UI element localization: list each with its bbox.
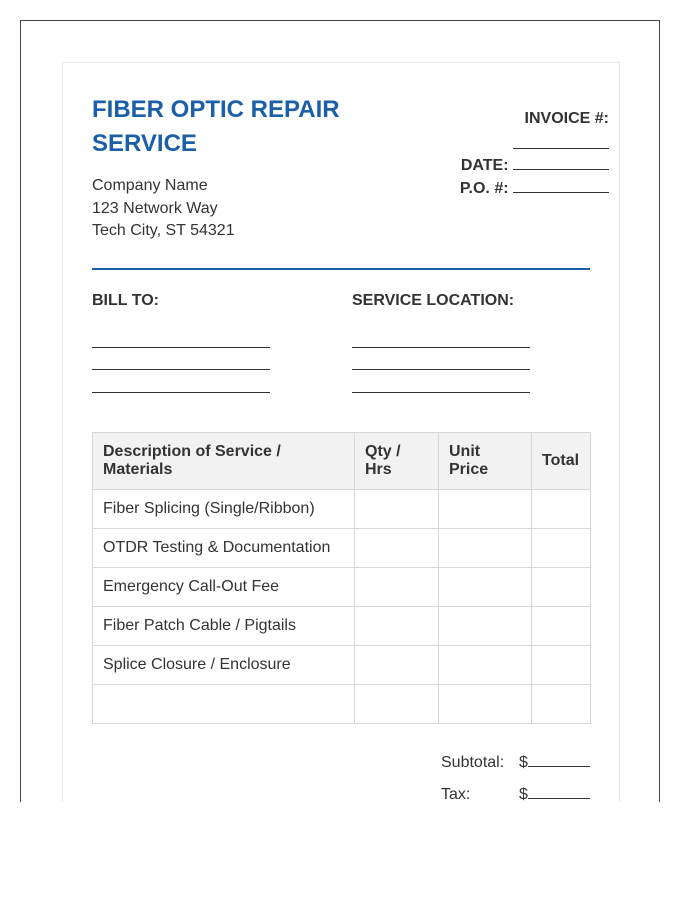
item-total[interactable] [532,568,591,607]
service-location-line[interactable] [352,392,530,393]
service-location-label: SERVICE LOCATION: [352,292,515,309]
subtotal-field[interactable] [528,752,590,767]
table-row [93,568,591,607]
item-total[interactable] [532,685,591,724]
page-frame [20,20,660,802]
item-total[interactable] [532,490,591,529]
po-field[interactable] [513,178,609,193]
service-location-line[interactable] [352,369,530,370]
item-unit-price[interactable] [439,490,532,529]
company-street: 123 Network Way [92,199,218,217]
invoice-number-field[interactable] [513,134,609,154]
bill-to-label: BILL TO: [92,292,159,309]
date-label: DATE: [460,157,509,174]
invoice-number-label: INVOICE #: [524,110,609,127]
header-unit-price: Unit Price [439,433,532,490]
item-unit-price[interactable] [439,568,532,607]
company-address [92,175,235,243]
po-row [460,178,609,198]
tax-label: Tax: [441,786,471,802]
item-qty[interactable] [355,568,439,607]
po-label: P.O. #: [459,180,509,197]
header-total: Total [532,433,591,490]
company-name: Company Name [92,177,208,194]
invoice-title: FIBER OPTIC REPAIR SERVICE [92,96,340,157]
item-description: OTDR Testing & Documentation [93,529,355,568]
header-divider [92,268,590,270]
item-description: Emergency Call-Out Fee [93,568,355,607]
table-row [93,529,591,568]
tax-field[interactable] [528,784,590,799]
item-unit-price[interactable] [439,646,532,685]
item-qty[interactable] [355,646,439,685]
line-items-table [92,432,591,724]
item-qty[interactable] [355,529,439,568]
table-row [93,685,591,724]
bill-to-line[interactable] [92,347,270,348]
item-total[interactable] [532,529,591,568]
item-total[interactable] [532,607,591,646]
item-unit-price[interactable] [439,607,532,646]
item-description: Splice Closure / Enclosure [93,646,355,685]
date-field[interactable] [513,155,609,170]
item-description[interactable] [93,685,355,724]
date-row [461,155,609,175]
subtotal-currency: $ [519,754,528,771]
tax-row [441,784,590,802]
item-qty[interactable] [355,685,439,724]
item-description: Fiber Patch Cable / Pigtails [93,607,355,646]
item-description: Fiber Splicing (Single/Ribbon) [93,490,355,529]
subtotal-label: Subtotal: [441,754,505,771]
table-header-row [93,433,591,490]
subtotal-row [441,752,590,772]
item-total[interactable] [532,646,591,685]
item-qty[interactable] [355,607,439,646]
item-qty[interactable] [355,490,439,529]
table-row [93,490,591,529]
service-location-line[interactable] [352,347,530,348]
bill-to-line[interactable] [92,369,270,370]
table-row [93,646,591,685]
tax-currency: $ [519,786,528,802]
table-row [93,607,591,646]
item-unit-price[interactable] [439,529,532,568]
header-qty: Qty / Hrs [355,433,439,490]
header-description: Description of Service / Materials [93,433,355,490]
bill-to-line[interactable] [92,392,270,393]
company-city: Tech City, ST 54321 [92,222,235,239]
item-unit-price[interactable] [439,685,532,724]
